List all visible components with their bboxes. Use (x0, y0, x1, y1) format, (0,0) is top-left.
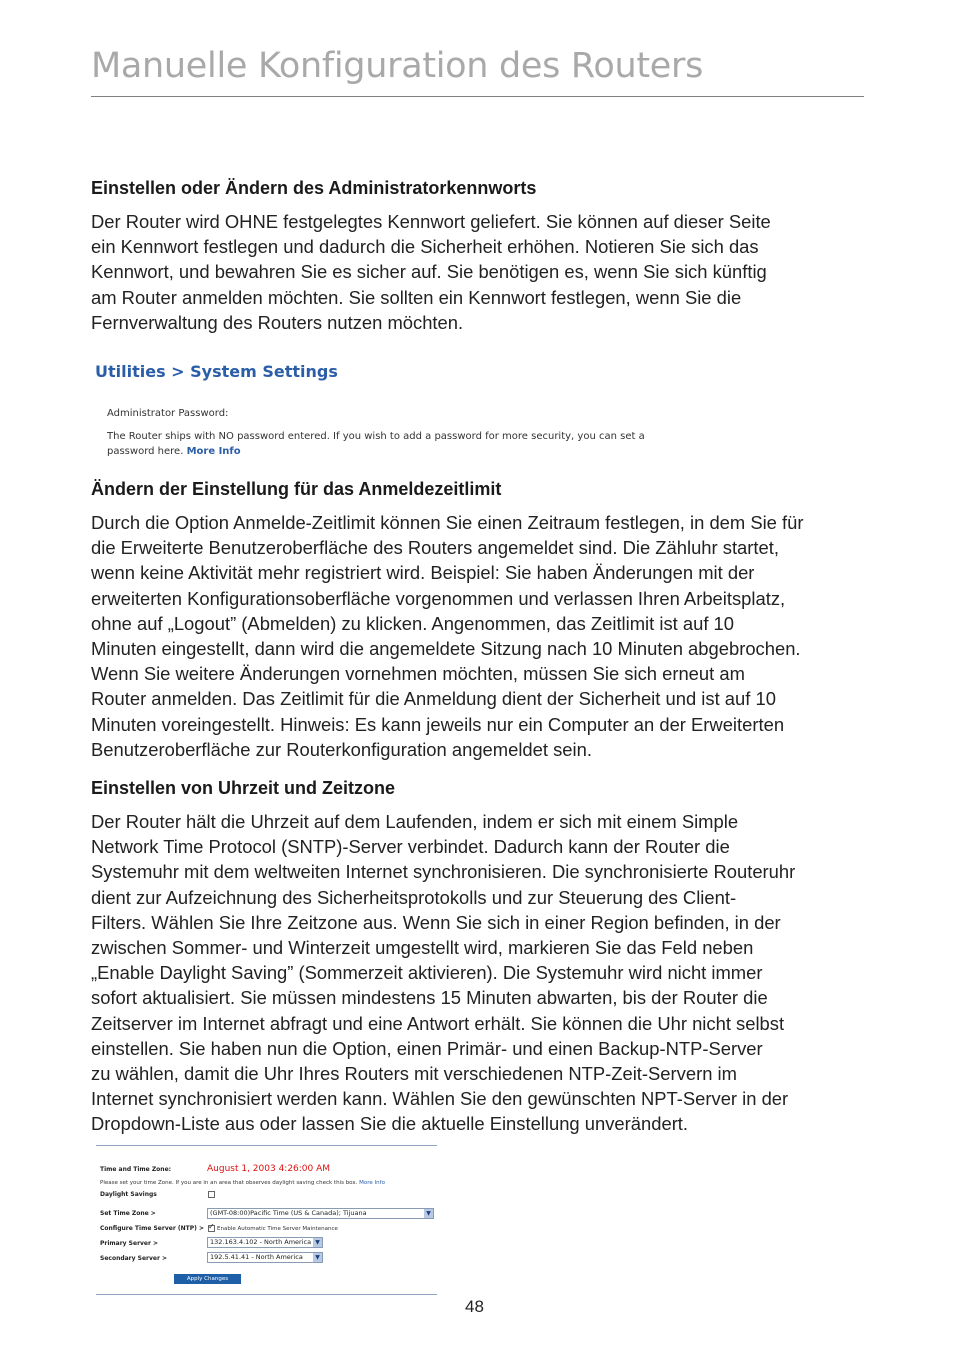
paragraph-line: Internet synchronisiert werden kann. Wählen Sie den gewünschten NPT-Server in der (91, 1088, 789, 1110)
time-paragraph (91, 809, 906, 1137)
breadcrumb: Utilities > System Settings (95, 362, 338, 381)
admin-password-label: Administrator Password: (107, 408, 229, 419)
time-more-info-link[interactable]: More Info (359, 1180, 385, 1186)
paragraph-line: sofort aktualisiert. Sie müssen mindestens 15 Minuten abwarten, bis der Router die (91, 987, 768, 1009)
ntp-maintenance-checkbox[interactable] (208, 1225, 215, 1232)
paragraph-line: Router anmelden. Das Zeitlimit für die Anmeldung dient der Sicherheit und ist auf 10 (91, 688, 776, 710)
ntp-label: Configure Time Server (NTP) > (100, 1225, 204, 1232)
hint-text: Please set your time Zone. If you are in an area that observes daylight saving check this box. (100, 1180, 358, 1186)
time-zone-hint (100, 1180, 385, 1186)
daylight-savings-label: Daylight Savings (100, 1191, 157, 1198)
more-info-link[interactable]: More Info (186, 446, 241, 457)
admin-password-description (107, 429, 747, 459)
password-paragraph (91, 209, 906, 335)
current-datetime: August 1, 2003 4:26:00 AM (207, 1164, 331, 1174)
admin-desc-line: The Router ships with NO password entered. If you wish to add a password for more security, you can set a (107, 431, 645, 442)
paragraph-line: zwischen Sommer- und Winterzeit umgestellt wird, markieren Sie das Feld neben (91, 937, 754, 959)
paragraph-line: Network Time Protocol (SNTP)-Server verbindet. Dadurch kann der Router die (91, 836, 730, 858)
ntp-checkbox-label: Enable Automatic Time Server Maintenance (217, 1226, 338, 1232)
page-title: Manuelle Konfiguration des Routers (91, 46, 704, 86)
paragraph-line: Minuten voreingestellt. Hinweis: Es kann jeweils nur ein Computer an der Erweiterten (91, 713, 785, 735)
system-settings-screenshot (91, 360, 751, 465)
apply-changes-button[interactable]: Apply Changes (174, 1274, 241, 1284)
primary-server-label: Primary Server > (100, 1240, 159, 1247)
timeout-paragraph (91, 510, 906, 762)
section-heading-timeout: Ändern der Einstellung für das Anmeldezeitlimit (91, 479, 502, 499)
section-heading-time: Einstellen von Uhrzeit und Zeitzone (91, 778, 396, 798)
paragraph-line: Zeitserver im Internet abfragt und eine Antwort erhält. Sie können die Uhr nicht selbst (91, 1012, 785, 1034)
paragraph-line: Benutzeroberfläche zur Routerkonfiguration angemeldet sein. (91, 738, 592, 760)
paragraph-line: Dropdown-Liste aus oder lassen Sie die aktuelle Einstellung unverändert. (91, 1113, 689, 1135)
admin-desc-text: password here. (107, 446, 184, 457)
primary-server-select[interactable] (207, 1237, 323, 1248)
paragraph-line: ohne auf „Logout” (Abmelden) zu klicken. Angenommen, das Zeitlimit ist auf 10 (91, 612, 734, 634)
secondary-server-select[interactable] (207, 1252, 323, 1263)
time-settings-screenshot (96, 1144, 437, 1296)
page-number: 48 (465, 1297, 484, 1316)
paragraph-line: Der Router hält die Uhrzeit auf dem Laufenden, indem er sich mit einem Simple (91, 811, 739, 832)
paragraph-line: Systemuhr mit dem weltweiten Internet synchronisieren. Die synchronisierte Routeruhr (91, 861, 796, 883)
paragraph-line: Filters. Wählen Sie Ihre Zeitzone aus. Wenn Sie sich in einer Region befinden, in der (91, 911, 781, 933)
paragraph-line: Fernverwaltung des Routers nutzen möchten. (91, 311, 464, 333)
secondary-server-value: 192.5.41.41 - North America (210, 1253, 303, 1261)
paragraph-line: dient zur Aufzeichnung des Sicherheitsprotokolls und zur Steuerung des Client- (91, 886, 737, 908)
chevron-down-icon: ▼ (313, 1253, 322, 1262)
screenshot-top-divider (96, 1145, 437, 1146)
paragraph-line: am Router anmelden möchten. Sie sollten ein Kennwort festlegen, wenn Sie die (91, 286, 742, 308)
paragraph-line: „Enable Daylight Saving” (Sommerzeit aktivieren). Die Systemuhr wird nicht immer (91, 962, 763, 984)
paragraph-line: zu wählen, damit die Uhr Ihres Routers mit verschiedenen NTP-Zeit-Servern im (91, 1063, 737, 1085)
time-zone-select[interactable] (207, 1208, 434, 1219)
section-heading-password: Einstellen oder Ändern des Administratorkennworts (91, 178, 537, 198)
primary-server-value: 132.163.4.102 - North America (210, 1238, 312, 1246)
paragraph-line: Wenn Sie weitere Änderungen vornehmen möchten, müssen Sie sich erneut am (91, 663, 745, 685)
paragraph-line: wenn keine Aktivität mehr registriert wird. Beispiel: Sie haben Änderungen mit der (91, 562, 755, 584)
paragraph-line: Kennwort, und bewahren Sie es sicher auf. Sie benötigen es, wenn Sie sich künftig (91, 261, 767, 283)
paragraph-line: einstellen. Sie haben nun die Option, einen Primär- und einen Backup-NTP-Server (91, 1037, 763, 1059)
paragraph-line: erweiterten Konfigurationsoberfläche vorgenommen und verlassen Ihren Arbeitsplatz, (91, 587, 786, 609)
screenshot-bottom-divider (96, 1294, 437, 1295)
admin-desc-line2 (107, 444, 747, 459)
paragraph-line: Der Router wird OHNE festgelegtes Kennwort geliefert. Sie können auf dieser Seite (91, 211, 771, 232)
secondary-server-label: Secondary Server > (100, 1255, 168, 1262)
paragraph-line: die Erweiterte Benutzeroberfläche des Routers angemeldet sind. Die Zähluhr startet, (91, 537, 779, 559)
chevron-down-icon: ▼ (424, 1209, 433, 1218)
daylight-savings-checkbox[interactable] (208, 1191, 215, 1198)
title-divider (91, 96, 864, 97)
paragraph-line: Durch die Option Anmelde-Zeitlimit können Sie einen Zeitraum festlegen, in dem Sie für (91, 512, 804, 533)
time-zone-label: Time and Time Zone: (100, 1166, 172, 1173)
chevron-down-icon: ▼ (313, 1238, 322, 1247)
set-time-zone-label: Set Time Zone > (100, 1210, 156, 1217)
paragraph-line: ein Kennwort festlegen und dadurch die Sicherheit erhöhen. Notieren Sie sich das (91, 236, 759, 258)
time-zone-value: (GMT-08:00)Pacific Time (US & Canada); Tijuana (210, 1209, 367, 1217)
paragraph-line: Minuten eingestellt, dann wird die angemeldete Sitzung nach 10 Minuten abgebrochen. (91, 638, 801, 660)
